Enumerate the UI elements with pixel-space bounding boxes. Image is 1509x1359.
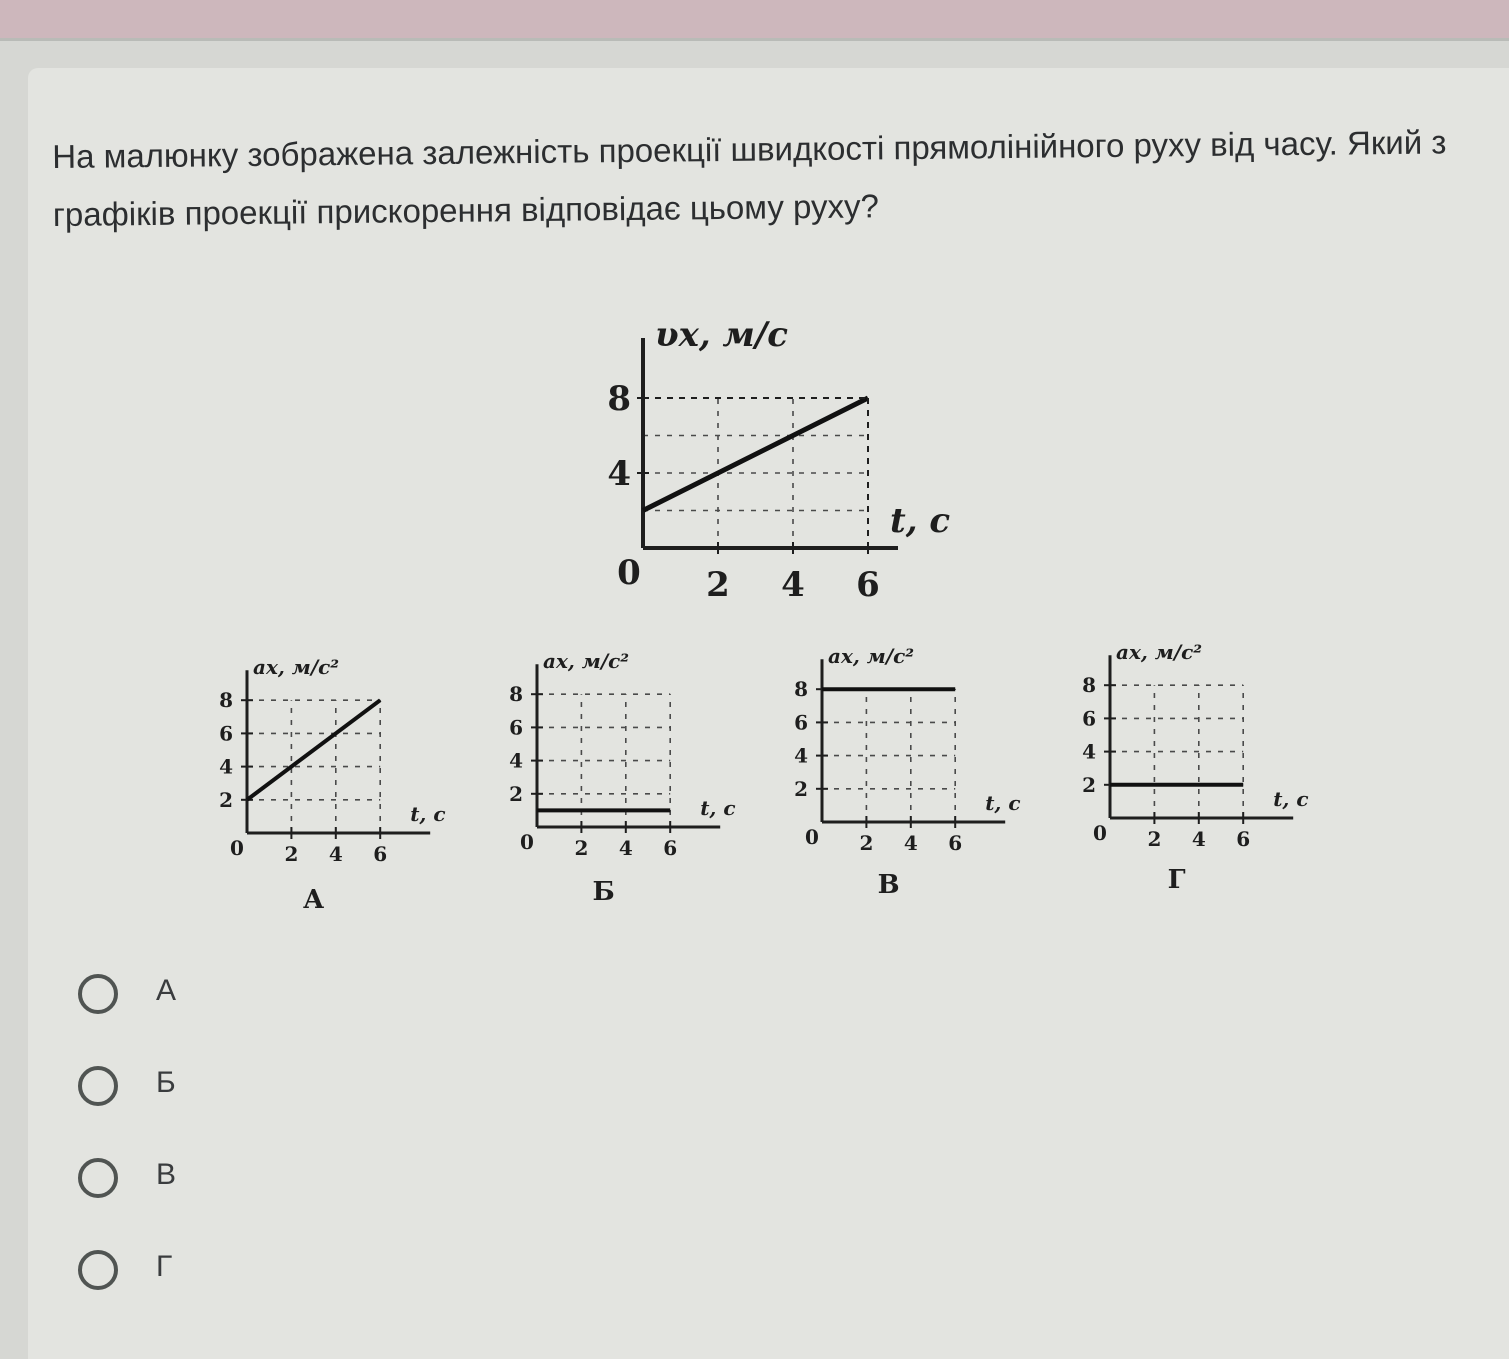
x-axis-title: t, с bbox=[890, 501, 951, 541]
y-tick-label: 8 bbox=[1082, 673, 1096, 698]
x-tick-label: 4 bbox=[328, 842, 343, 866]
option-g[interactable] bbox=[78, 1244, 378, 1304]
radio-button[interactable] bbox=[78, 974, 118, 1014]
y-tick-label: 4 bbox=[1082, 739, 1096, 764]
y-tick-label: 2 bbox=[794, 776, 808, 801]
x-tick-label: 2 bbox=[284, 842, 299, 866]
radio-button[interactable] bbox=[78, 1250, 118, 1290]
y-tick-label: 4 bbox=[607, 453, 631, 494]
option-a[interactable] bbox=[78, 968, 378, 1028]
y-tick-label: 4 bbox=[794, 743, 808, 768]
origin-label: 0 bbox=[230, 836, 244, 860]
y-tick-label: 6 bbox=[794, 710, 808, 735]
x-tick-label: 6 bbox=[663, 836, 678, 860]
option-v[interactable] bbox=[78, 1152, 378, 1212]
series-line bbox=[643, 398, 868, 511]
x-tick-label: 4 bbox=[781, 565, 805, 605]
radio-button[interactable] bbox=[78, 1158, 118, 1198]
y-axis-title: ax, м/с² bbox=[253, 655, 340, 680]
x-tick-label: 2 bbox=[1147, 827, 1162, 851]
x-tick-label: 4 bbox=[903, 831, 918, 855]
y-tick-label: 6 bbox=[509, 715, 523, 740]
y-tick-label: 4 bbox=[509, 748, 523, 773]
x-tick-label: 4 bbox=[1191, 827, 1206, 851]
y-tick-label: 6 bbox=[1082, 706, 1096, 731]
radio-button[interactable] bbox=[78, 1066, 118, 1106]
x-axis-title: t, с bbox=[410, 802, 446, 826]
option-label: В bbox=[156, 1158, 177, 1191]
x-tick-label: 6 bbox=[373, 842, 388, 866]
question-text: На малюнку зображена залежність проекції швидкості прямолінійного руху від часу. Який з графіків проекції прискорення відповідає цьому руху? bbox=[52, 123, 1447, 233]
x-tick-label: 4 bbox=[618, 836, 633, 860]
x-tick-label: 6 bbox=[1236, 827, 1251, 851]
y-tick-label: 8 bbox=[607, 378, 631, 419]
y-tick-label: 2 bbox=[509, 781, 523, 806]
x-tick-label: 2 bbox=[706, 565, 730, 605]
y-tick-label: 8 bbox=[794, 677, 808, 702]
y-axis-title: υx, м/с bbox=[655, 315, 788, 355]
option-label: Г bbox=[156, 1250, 173, 1283]
y-tick-label: 4 bbox=[219, 754, 233, 779]
x-tick-label: 6 bbox=[948, 831, 963, 855]
origin-label: 0 bbox=[617, 553, 641, 593]
option-b[interactable] bbox=[78, 1060, 378, 1120]
option-label: А bbox=[156, 974, 177, 1007]
y-axis-title: ax, м/с² bbox=[828, 644, 915, 669]
x-tick-label: 2 bbox=[574, 836, 589, 860]
chart-caption: Б bbox=[592, 877, 615, 907]
y-tick-label: 8 bbox=[509, 682, 523, 707]
x-axis-title: t, с bbox=[1273, 787, 1309, 811]
y-tick-label: 2 bbox=[219, 787, 233, 812]
y-axis-title: ax, м/с² bbox=[543, 649, 630, 674]
y-tick-label: 8 bbox=[219, 688, 233, 713]
series-line bbox=[247, 700, 380, 800]
origin-label: 0 bbox=[1093, 821, 1107, 845]
chart-caption: В bbox=[877, 870, 900, 900]
x-tick-label: 6 bbox=[856, 565, 880, 605]
chart-caption: Г bbox=[1167, 865, 1186, 895]
x-tick-label: 2 bbox=[859, 831, 874, 855]
x-axis-title: t, с bbox=[700, 796, 736, 820]
option-label: Б bbox=[156, 1066, 176, 1099]
y-tick-label: 2 bbox=[1082, 772, 1096, 797]
origin-label: 0 bbox=[805, 825, 819, 849]
y-tick-label: 6 bbox=[219, 721, 233, 746]
chart-caption: А bbox=[303, 885, 325, 915]
x-axis-title: t, с bbox=[985, 791, 1021, 815]
origin-label: 0 bbox=[520, 830, 534, 854]
y-axis-title: ax, м/с² bbox=[1116, 640, 1203, 665]
